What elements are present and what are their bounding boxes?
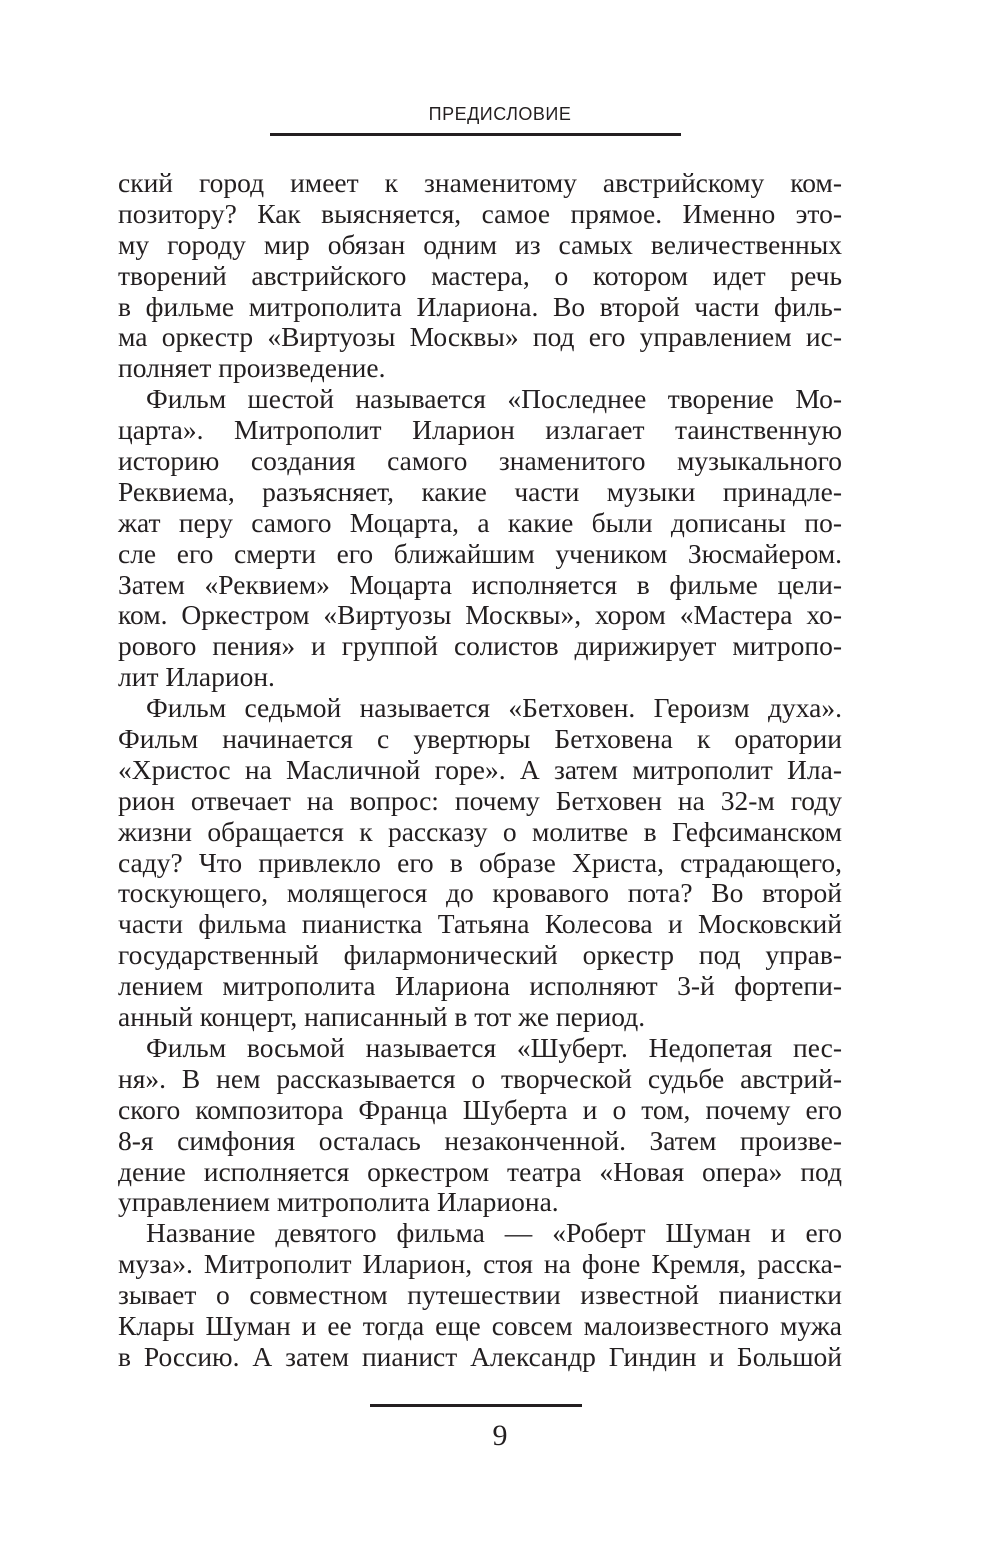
page-number: 9: [492, 1419, 508, 1452]
paragraph: [118, 168, 842, 384]
running-head-title: ПРЕДИСЛОВИЕ: [428, 104, 572, 124]
text-line: ского композитора Франца Шуберта и о том, почему его: [118, 1093, 842, 1125]
text-line: дение исполняется оркестром театра «Новая опера» под: [118, 1155, 842, 1187]
text-line: рион отвечает на вопрос: почему Бетховен на 32-м году: [118, 784, 842, 816]
paragraph: [118, 1218, 842, 1372]
text-line: ма оркестр «Виртуозы Москвы» под его управлением ис-: [118, 321, 842, 353]
text-line: Фильм начинается с увертюры Бетховена к оратории: [118, 723, 842, 755]
text-line: управлением митрополита Илариона.: [118, 1186, 559, 1218]
text-line: ня». В нем рассказывается о творческой судьбе австрий-: [118, 1062, 842, 1094]
text-line: тоскующего, молящегося до кровавого пота? Во второй: [118, 877, 842, 909]
text-line: Клары Шуман и ее тогда еще совсем малоизвестного мужа: [118, 1309, 842, 1341]
text-line: позитору? Как выясняется, самое прямое. Именно это-: [118, 197, 842, 229]
text-line: рового пения» и группой солистов дирижирует митропо-: [118, 630, 842, 662]
text-line: Реквиема, разъясняет, какие части музыки принадле-: [118, 475, 842, 507]
text-line: в Россию. А затем пианист Александр Гиндин и Большой: [118, 1340, 842, 1372]
text-line: части фильма пианистка Татьяна Колесова и Московский: [118, 908, 842, 940]
text-line: ком. Оркестром «Виртуозы Москвы», хором «Мастера хо-: [118, 599, 842, 631]
text-line: лит Иларион.: [118, 661, 275, 693]
text-line: сле его смерти его ближайшим учеником Зюсмайером.: [118, 537, 842, 569]
text-line: государственный филармонический оркестр под управ-: [118, 939, 842, 971]
paragraph: [118, 384, 842, 693]
footer-rule: [370, 1404, 582, 1407]
text-line: жат перу самого Моцарта, а какие были дописаны по-: [118, 506, 842, 538]
text-line: царта». Митрополит Иларион излагает таинственную: [118, 414, 842, 446]
text-line: в фильме митрополита Илариона. Во второй части филь-: [118, 290, 842, 322]
body-text: [118, 168, 842, 1373]
text-line: полняет произведение.: [118, 352, 386, 384]
text-line: Затем «Реквием» Моцарта исполняется в фильме цели-: [118, 568, 842, 600]
text-line: ский город имеет к знаменитому австрийскому ком-: [118, 167, 842, 198]
text-line: жизни обращается к рассказу о молитве в Гефсиманском: [118, 815, 842, 847]
text-line: му городу мир обязан одним из самых величественных: [118, 228, 842, 260]
text-line: Фильм седьмой называется «Бетховен. Героизм духа».: [146, 692, 842, 724]
text-line: творений австрийского мастера, о котором идет речь: [118, 259, 842, 291]
text-line: «Христос на Масличной горе». А затем митрополит Ила-: [118, 753, 842, 785]
text-line: муза». Митрополит Иларион, стоя на фоне Кремля, расска-: [118, 1248, 842, 1280]
text-line: лением митрополита Илариона исполняют 3-й фортепи-: [118, 970, 842, 1002]
text-line: историю создания самого знаменитого музыкального: [118, 445, 842, 477]
text-line: зывает о совместном путешествии известной пианистки: [118, 1279, 842, 1311]
paragraph: [118, 693, 842, 1033]
text-line: саду? Что привлекло его в образе Христа, страдающего,: [118, 846, 842, 878]
header-rule: [270, 133, 681, 136]
text-line: анный концерт, написанный в тот же период.: [118, 1001, 646, 1033]
text-line: Фильм шестой называется «Последнее творение Мо-: [146, 383, 842, 415]
text-line: Фильм восьмой называется «Шуберт. Недопетая пес-: [146, 1031, 842, 1063]
text-line: Название девятого фильма — «Роберт Шуман и его: [146, 1217, 842, 1249]
paragraph: [118, 1033, 842, 1218]
text-line: 8-я симфония осталась незаконченной. Затем произве-: [118, 1124, 842, 1156]
